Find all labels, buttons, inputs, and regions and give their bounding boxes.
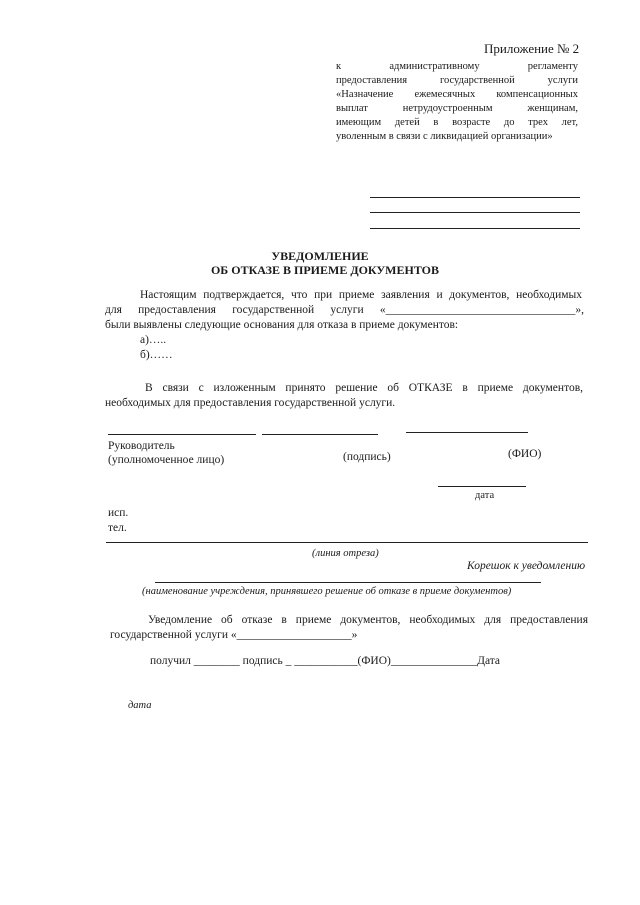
paragraph-1-line-3: были выявлены следующие основания для отказа в приеме документов:: [105, 319, 459, 331]
stub-notice-line-2: государственной услуги «____________________»: [110, 629, 358, 641]
regulation-line-2: предоставления государственной услуги: [336, 75, 578, 86]
cut-line: [106, 542, 588, 543]
paragraph-2-line-1: В связи с изложенным принято решение об ОТКАЗЕ в приеме документов,: [145, 382, 583, 394]
head-signature-line[interactable]: [108, 434, 256, 435]
phone-label: тел.: [108, 522, 127, 534]
reason-item-b: б)……: [140, 349, 173, 361]
bottom-date-label: дата: [128, 700, 152, 711]
appendix-number: Приложение № 2: [484, 41, 580, 56]
document-subtitle: ОБ ОТКАЗЕ В ПРИЕМЕ ДОКУМЕНТОВ: [210, 263, 440, 277]
fio-label: (ФИО): [508, 448, 542, 460]
organization-line[interactable]: [155, 582, 541, 583]
regulation-line-1: к административному регламенту: [336, 61, 578, 72]
document-title: УВЕДОМЛЕНИЕ: [271, 249, 369, 263]
paragraph-1-line-2: для предоставления государственной услуги «_________________________________»,: [105, 304, 584, 316]
stub-title: Корешок к уведомлению: [467, 560, 586, 572]
regulation-line-5: имеющим детей в возрасте до трех лет,: [336, 117, 578, 128]
addressee-line-2[interactable]: [370, 212, 580, 213]
authorized-person-label: (уполномоченное лицо): [108, 454, 225, 466]
addressee-line-1[interactable]: [370, 197, 580, 198]
date-label: дата: [475, 490, 495, 501]
head-label: Руководитель: [108, 440, 175, 452]
regulation-line-6: уволенным в связи с ликвидацией организации»: [336, 131, 553, 142]
stub-notice-line-1: Уведомление об отказе в приеме документов, необходимых для предоставления: [148, 614, 588, 626]
reason-item-a: а)…..: [140, 334, 167, 346]
executor-label: исп.: [108, 507, 129, 519]
signature-label: (подпись): [343, 451, 391, 463]
paragraph-2-line-2: необходимых для предоставления государственной услуги.: [105, 397, 396, 409]
cut-line-label: (линия отреза): [312, 548, 379, 559]
organization-label: (наименование учреждения, принявшего решение об отказе в приеме документов): [142, 586, 512, 597]
regulation-line-4: выплат нетрудоустроенным женщинам,: [336, 103, 578, 114]
date-line[interactable]: [438, 486, 526, 487]
addressee-line-3[interactable]: [370, 228, 580, 229]
fio-line[interactable]: [406, 432, 528, 433]
signature-line[interactable]: [262, 434, 378, 435]
regulation-line-3: «Назначение ежемесячных компенсационных: [336, 89, 578, 100]
paragraph-1-line-1: Настоящим подтверждается, что при приеме заявления и документов, необходимых: [140, 289, 582, 301]
received-line: получил ________ подпись _ ___________(ФИО)_______________Дата: [150, 655, 501, 667]
